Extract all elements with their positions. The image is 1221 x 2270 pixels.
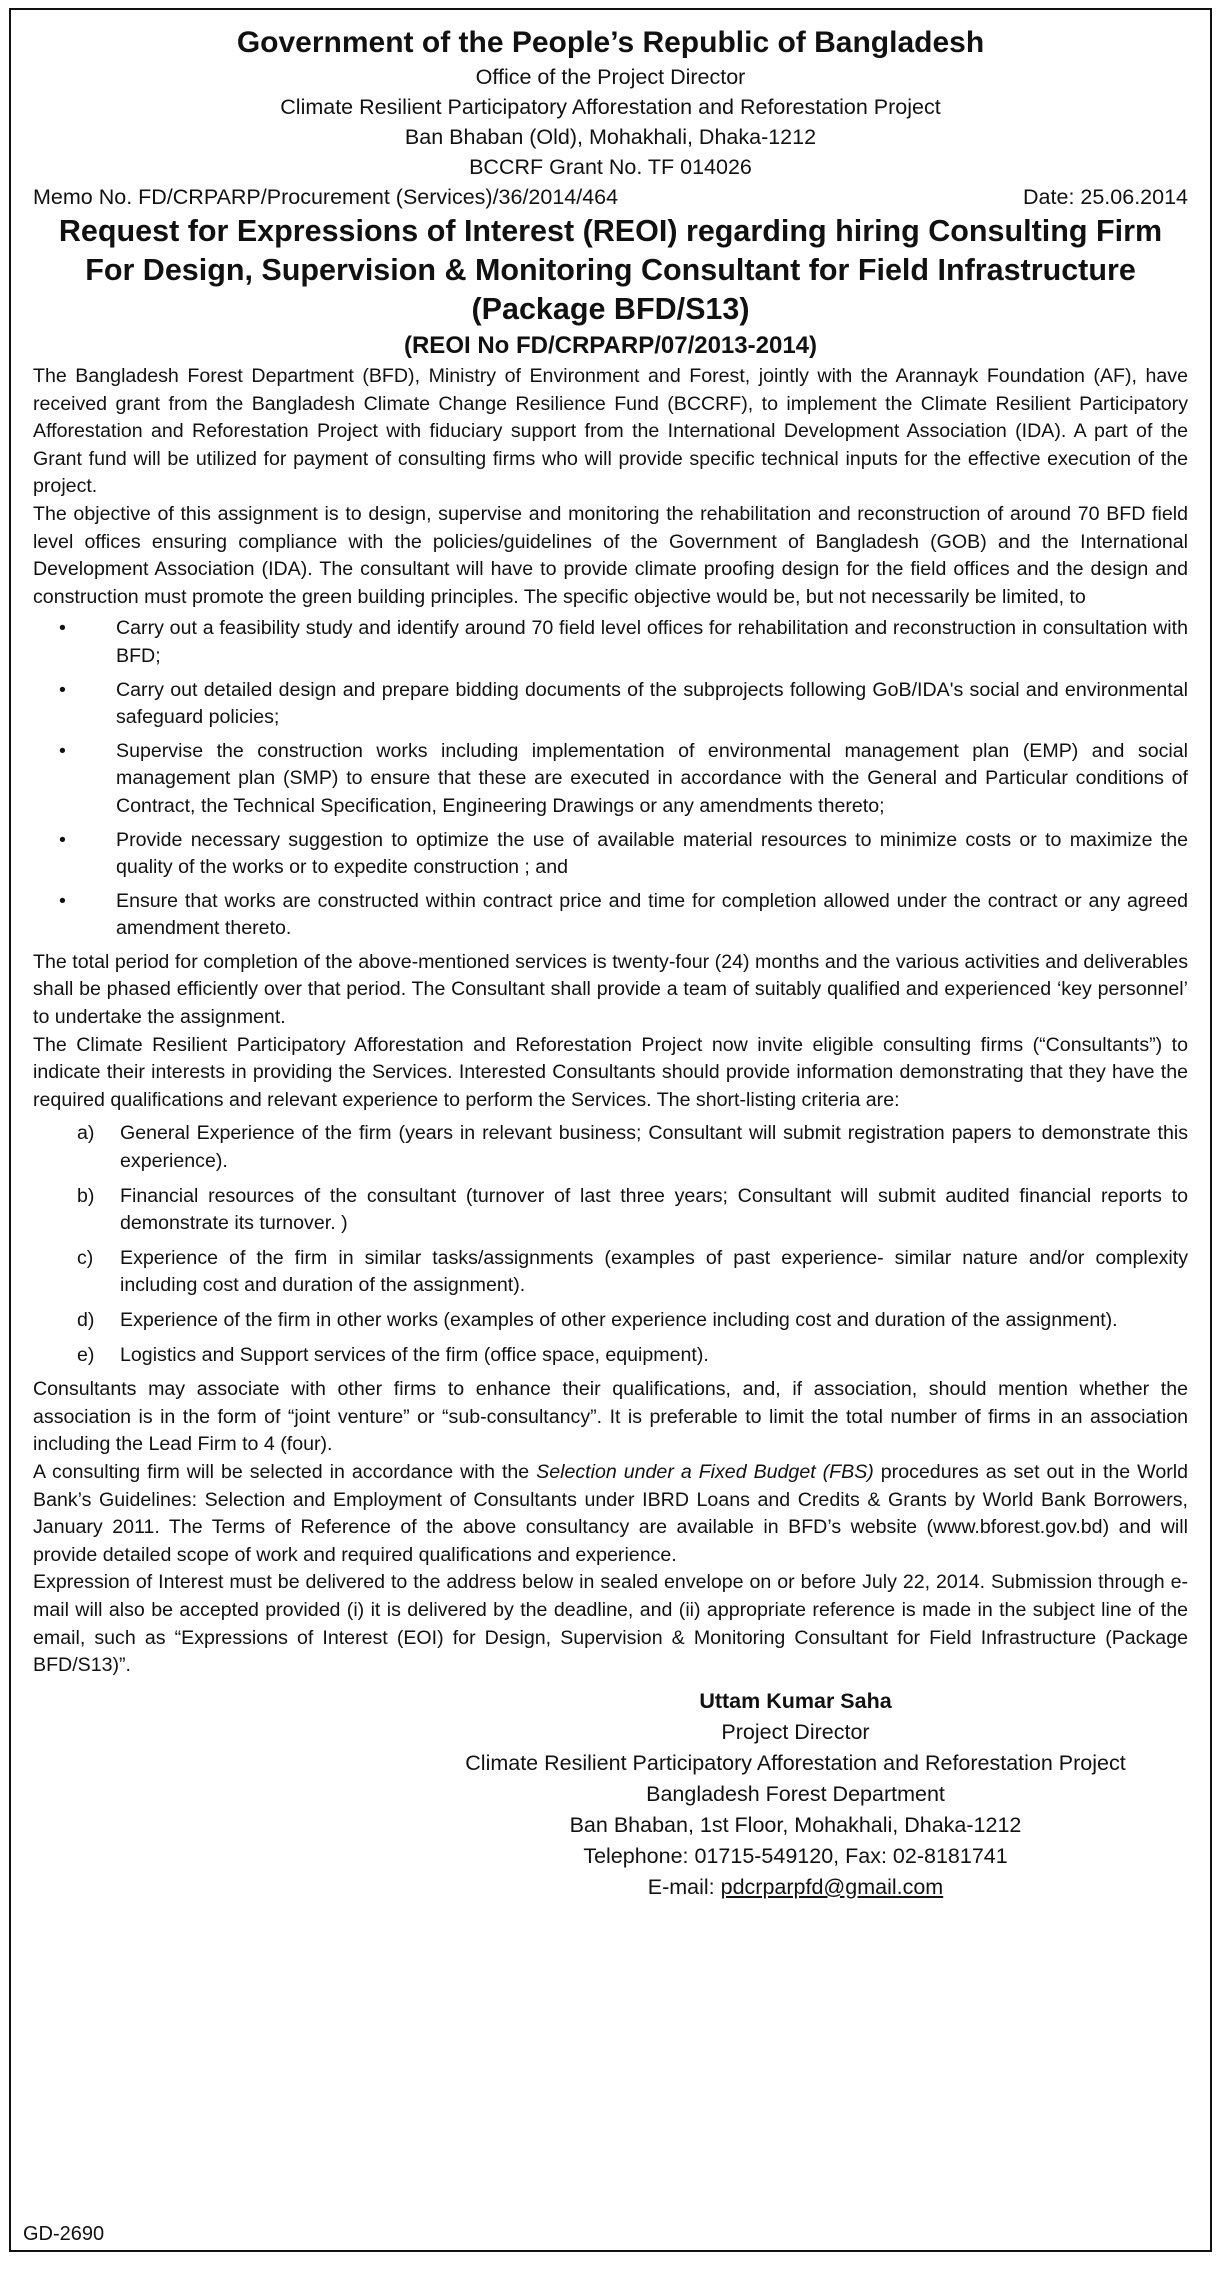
signature-block <box>403 1686 1188 1903</box>
criteria-label: c) <box>77 1246 94 1269</box>
shortlisting-criteria-list <box>33 1120 1188 1369</box>
objective-list <box>33 615 1188 943</box>
paragraph-objective: The objective of this assignment is to design, supervise and monitoring the rehabilitation and reconstruction of around 70 BFD field level offices ensuring compliance with the policies/guidelines of the Government of Bangladesh (GOB) and the International Development Association (IDA). The consultant will have to provide climate proofing design for the field offices and the design and construction must promote the green building principles. The specific objective would be, but not necessarily be limited, to <box>33 502 1188 608</box>
bullet-icon: • <box>59 617 66 640</box>
paragraph-period: The total period for completion of the above-mentioned services is twenty-four (24) months and the various activities and deliverables shall be phased efficiently over that period. The Consultant shall provide a team of suitably qualified and experienced ‘key personnel’ to undertake the assignment. <box>33 950 1188 1029</box>
list-item: a) General Experience of the firm (years in relevant business; Consultant will submit registration papers to demonstrate this experience). <box>77 1122 1188 1173</box>
bullet-icon: • <box>59 828 66 851</box>
criteria-label: a) <box>77 1122 95 1145</box>
list-item: • Carry out a feasibility study and identify around 70 field level offices for rehabilitation and reconstruction in consultation with BFD; <box>59 617 1188 667</box>
signatory-name: Uttam Kumar Saha <box>699 1688 892 1713</box>
list-item: • Carry out detailed design and prepare bidding documents of the subprojects following GoB/IDA's social and environmental safeguard policies; <box>59 678 1188 729</box>
title-line-3: (Package BFD/S13) <box>471 292 750 326</box>
signatory-address: Ban Bhaban, 1st Floor, Mohakhali, Dhaka-1212 <box>569 1812 1022 1837</box>
list-item: d) Experience of the firm in other works (examples of other experience including cost and duration of the assignment). <box>33 1307 1188 1335</box>
list-item: b) Financial resources of the consultant (turnover of last three years; Consultant will submit audited financial reports to demonstrate its turnover. ) <box>77 1184 1188 1235</box>
memo-row <box>33 182 1188 212</box>
reoi-number: (REOI No FD/CRPARP/07/2013-2014) <box>403 332 817 359</box>
paragraph-association: Consultants may associate with other firms to enhance their qualifications, and, if association, should mention whether the association is in the form of “joint venture” or “sub-consultancy”. It is preferable to limit the total number of firms in an association including the Lead Firm to 4 (four). <box>33 1378 1188 1456</box>
signatory-phone: Telephone: 01715-549120, Fax: 02-8181741 <box>583 1843 1008 1868</box>
header-block <box>33 24 1188 182</box>
signatory-designation: Project Director <box>721 1719 870 1744</box>
list-item: e) Logistics and Support services of the firm (office space, equipment). <box>33 1342 1188 1370</box>
advertisement-code: GD-2690 <box>23 2223 105 2245</box>
signatory-department: Bangladesh Forest Department <box>646 1781 945 1806</box>
bullet-icon: • <box>59 739 66 762</box>
signatory-project: Climate Resilient Participatory Afforestation and Reforestation Project <box>465 1750 1126 1775</box>
criteria-label: d) <box>77 1309 95 1331</box>
government-heading: Government of the People’s Republic of Bangladesh <box>236 26 985 59</box>
bullet-icon: • <box>59 889 66 912</box>
list-item: • Provide necessary suggestion to optimize the use of available material resources to minimize costs or to maximize the quality of the works or to expedite construction ; and <box>59 828 1188 879</box>
list-item: c) Experience of the firm in similar tasks/assignments (examples of past experience- similar nature and/or complexity including cost and duration of the assignment). <box>77 1246 1188 1297</box>
memo-number: Memo No. FD/CRPARP/Procurement (Services)/36/2014/464 <box>33 185 619 209</box>
criteria-label: e) <box>77 1343 95 1366</box>
advertisement-page <box>9 8 1212 2252</box>
title-block <box>33 212 1188 363</box>
memo-date: Date: 25.06.2014 <box>1023 185 1188 209</box>
criteria-label: b) <box>77 1184 95 1207</box>
address-line: Ban Bhaban (Old), Mohakhali, Dhaka-1212 <box>404 125 817 149</box>
title-line-1: Request for Expressions of Interest (REOI) regarding hiring Consulting Firm <box>58 214 1163 248</box>
email-link[interactable]: pdcrparpfd@gmail.com <box>720 1874 944 1899</box>
paragraph-selection: A consulting firm will be selected in accordance with the Selection under a Fixed Budget (FBS) procedures as set out in the World Bank’s Guidelines: Selection and Employment of Consultants under IBRD Loans and Credits & Grants by World Bank Borrowers, January 2011. The Terms of Reference of the above consultancy are available in BFD’s website (www.bforest.gov.bd) and will provide detailed scope of work and required qualifications and experience. <box>33 1460 1188 1566</box>
project-line: Climate Resilient Participatory Afforestation and Reforestation Project <box>280 95 941 119</box>
paragraph-invitation: The Climate Resilient Participatory Afforestation and Reforestation Project now invite eligible consulting firms (“Consultants”) to indicate their interests in providing the Services. Interested Consultants should provide information demonstrating that they have the required qualifications and relevant experience to perform the Services. The short-listing criteria are: <box>33 1033 1188 1111</box>
paragraph-submission: Expression of Interest must be delivered to the address below in sealed envelope on or before July 22, 2014. Submission through e-mail will also be accepted provided (i) it is delivered by the deadline, and (ii) appropriate reference is made in the subject line of the email, such as “Expressions of Interest (EOI) for Design, Supervision & Monitoring Consultant for Field Infrastructure (Package BFD/S13)”. <box>33 1571 1188 1677</box>
list-item: • Ensure that works are constructed within contract price and time for completion allowed under the contract or any agreed amendment thereto. <box>59 889 1188 940</box>
grant-line: BCCRF Grant No. TF 014026 <box>469 155 752 179</box>
signatory-email: E-mail: pdcrparpfd@gmail.com <box>647 1874 944 1899</box>
paragraph-background: The Bangladesh Forest Department (BFD), Ministry of Environment and Forest, jointly with the Arannayk Foundation (AF), have received grant from the Bangladesh Climate Change Resilience Fund (BCCRF), to implement the Climate Resilient Participatory Afforestation and Reforestation Project with fiduciary support from the International Development Association (IDA). A part of the Grant fund will be utilized for payment of consulting firms who will provide specific technical inputs for the effective execution of the project. <box>33 365 1188 498</box>
title-line-2: For Design, Supervision & Monitoring Consultant for Field Infrastructure <box>85 253 1136 287</box>
list-item: • Supervise the construction works including implementation of environmental management plan (EMP) and social management plan (SMP) to ensure that these are executed in accordance with the General and Particular conditions of Contract, the Technical Specification, Engineering Drawings or any amendments thereto; <box>59 739 1188 817</box>
selection-method: Selection under a Fixed Budget (FBS) <box>536 1460 874 1483</box>
office-line: Office of the Project Director <box>475 65 746 89</box>
bullet-icon: • <box>59 678 66 701</box>
